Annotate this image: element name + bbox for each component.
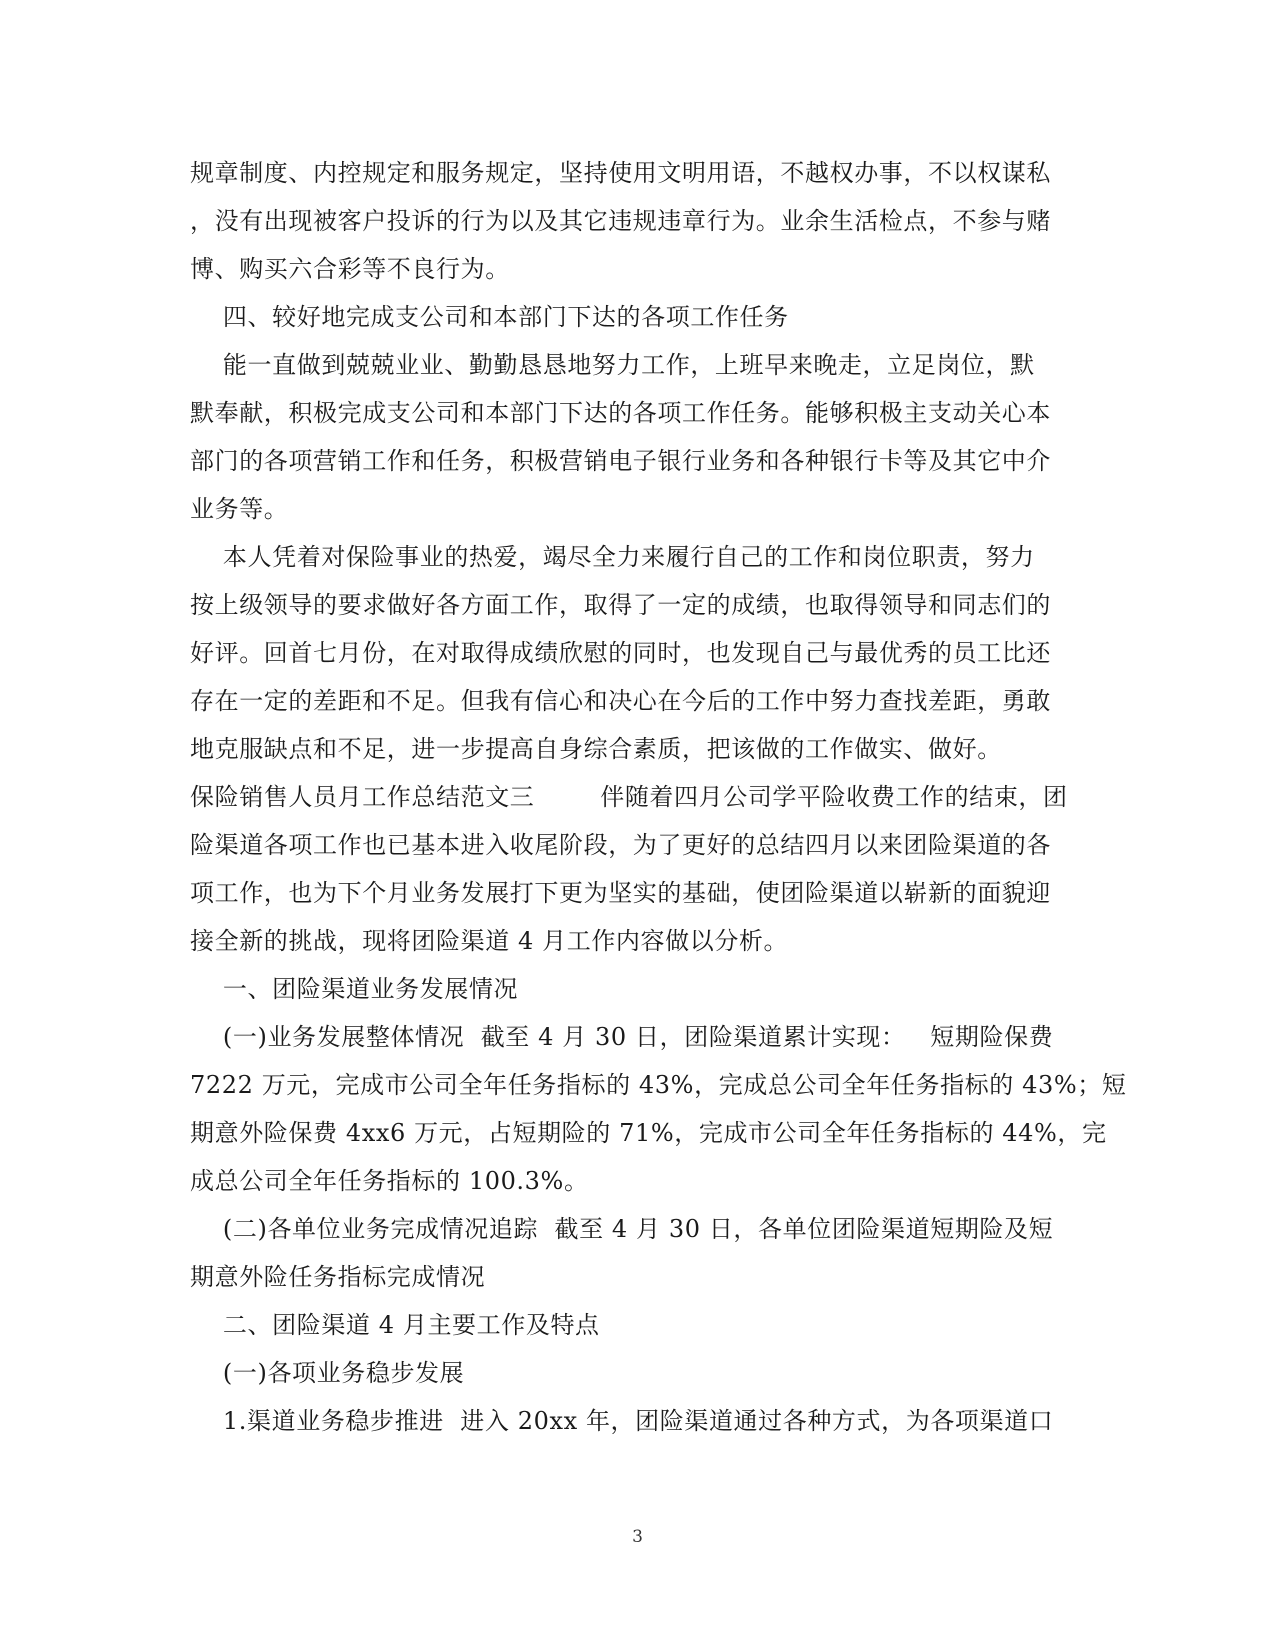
text-line: 规章制度、内控规定和服务规定，坚持使用文明用语，不越权办事，不以权谋私: [190, 159, 1051, 187]
text-line: (一)业务发展整体情况 截至 4 月 30 日，团险渠道累计实现： 短期险保费: [190, 1023, 1054, 1051]
text-line: (二)各单位业务完成情况追踪 截至 4 月 30 日，各单位团险渠道短期险及短: [190, 1215, 1054, 1243]
text-line: 期意外险保费 4xx6 万元，占短期险的 71%，完成市公司全年任务指标的 44%，完: [190, 1119, 1107, 1147]
text-line: 好评。回首七月份，在对取得成绩欣慰的同时，也发现自己与最优秀的员工比还: [190, 639, 1051, 667]
text-line: 业务等。: [190, 495, 289, 523]
text-line: 项工作，也为下个月业务发展打下更为坚实的基础，使团险渠道以崭新的面貌迎: [190, 879, 1051, 907]
text-line: 按上级领导的要求做好各方面工作，取得了一定的成绩，也取得领导和同志们的: [190, 591, 1051, 619]
text-line: ，没有出现被客户投诉的行为以及其它违规违章行为。业余生活检点，不参与赌: [190, 207, 1051, 235]
text-line: 接全新的挑战，现将团险渠道 4 月工作内容做以分析。: [190, 927, 789, 955]
text-line: 成总公司全年任务指标的 100.3%。: [190, 1167, 589, 1195]
text-line: 地克服缺点和不足，进一步提高自身综合素质，把该做的工作做实、做好。: [190, 735, 1002, 763]
article-title-line: 保险销售人员月工作总结范文三 伴随着四月公司学平险收费工作的结束，团: [190, 783, 1068, 811]
text-line: 默奉献，积极完成支公司和本部门下达的各项工作任务。能够积极主支动关心本: [190, 399, 1051, 427]
text-line: 存在一定的差距和不足。但我有信心和决心在今后的工作中努力查找差距，勇敢: [190, 687, 1051, 715]
text-line: 能一直做到兢兢业业、勤勤恳恳地努力工作，上班早来晚走，立足岗位，默: [190, 351, 1035, 379]
section-heading: 二、团险渠道 4 月主要工作及特点: [190, 1311, 600, 1339]
text-line: 1.渠道业务稳步推进 进入 20xx 年，团险渠道通过各种方式，为各项渠道口: [190, 1407, 1054, 1435]
section-heading: 四、较好地完成支公司和本部门下达的各项工作任务: [190, 303, 789, 331]
page-number: 3: [632, 1527, 643, 1547]
text-line: 期意外险任务指标完成情况: [190, 1263, 486, 1291]
text-line: 7222 万元，完成市公司全年任务指标的 43%，完成总公司全年任务指标的 43%；短: [190, 1071, 1127, 1099]
text-line: 部门的各项营销工作和任务，积极营销电子银行业务和各种银行卡等及其它中介: [190, 447, 1051, 475]
subsection-heading: (一)各项业务稳步发展: [190, 1359, 465, 1387]
section-heading: 一、团险渠道业务发展情况: [190, 975, 519, 1003]
text-line: 险渠道各项工作也已基本进入收尾阶段，为了更好的总结四月以来团险渠道的各: [190, 831, 1051, 859]
text-line: 本人凭着对保险事业的热爱，竭尽全力来履行自己的工作和岗位职责，努力: [190, 543, 1035, 571]
text-line: 博、购买六合彩等不良行为。: [190, 255, 510, 283]
